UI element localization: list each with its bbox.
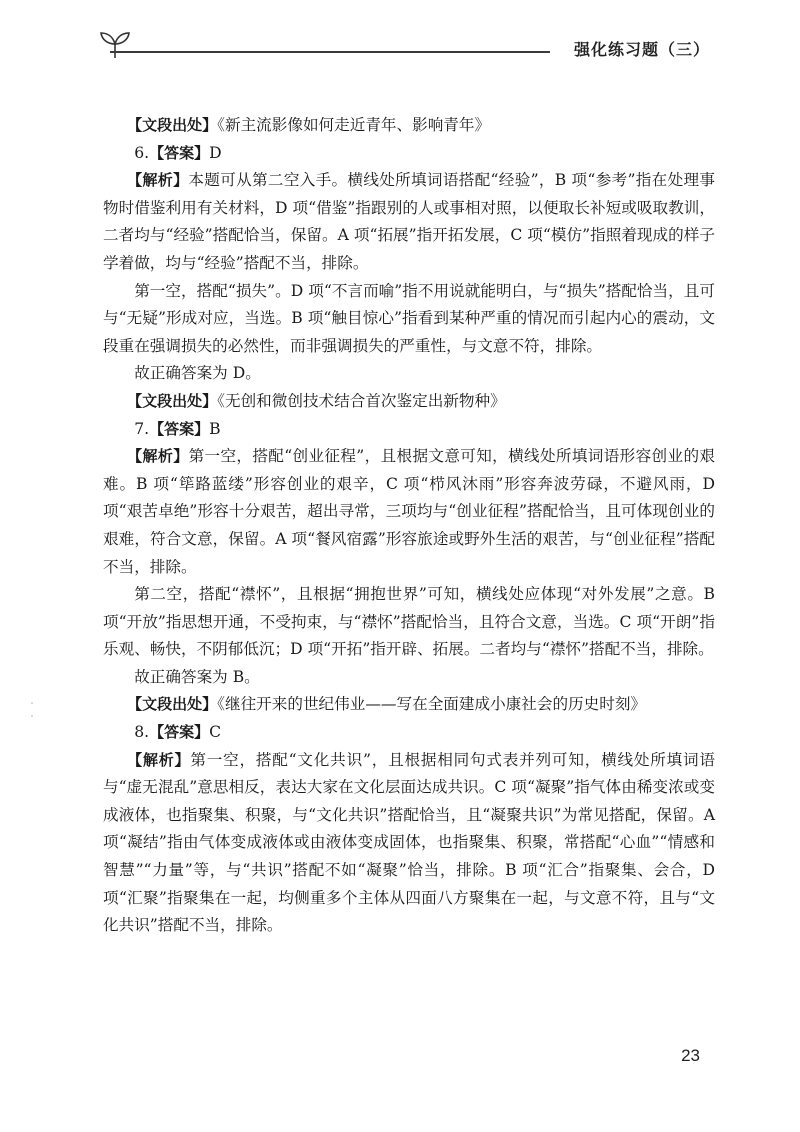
source-tag: 【文段出处】: [127, 116, 218, 134]
analysis-text: 第一空，搭配“创业征程”，且根据文意可知，横线处所填词语形容创业的艰难。B 项“筚路蓝缕”形容创业的艰辛，C 项“栉风沐雨”形容奔波劳碌，不避风雨，D 项“艰苦卓绝”形容十分艰苦，超出寻常，三项均与“创业征程”搭配恰当，且可体现创业的艰难，符合文意，保留。A 项“餐风宿露”形容旅途或野外生活的艰苦，与“创业征程”搭配不当，排除。: [103, 447, 715, 576]
answer-paragraph: [103, 719, 715, 747]
source-title: 《新主流影像如何走近青年、影响青年》: [217, 116, 491, 134]
conclusion-paragraph: 故正确答案为 D。: [134, 364, 261, 383]
analysis-text: 本题可从第二空入手。横线处所填词语搭配“经验”，B 项“参考”指在处理事物时借鉴利用有关材料，D 项“借鉴”指跟别的人或事相对照，以便取长补短或吸取教训，二者均与“经验”搭配恰当，保留。A 项“拓展”指开拓发展，C 项“模仿”指照着现成的样子学着做，均与“经验”搭配不当，排除。: [103, 171, 715, 272]
analysis-tag: 【解析】: [127, 750, 191, 769]
sprout-icon: [98, 28, 132, 62]
source-title: 《继往开来的世纪伟业——写在全面建成小康社会的历史时刻》: [217, 695, 647, 714]
analysis-tag: 【解析】: [127, 447, 189, 466]
source-paragraph: [103, 691, 715, 719]
source-tag: 【文段出处】: [127, 695, 218, 714]
question-number: 7.: [134, 419, 150, 438]
answer-value: B: [209, 419, 221, 438]
answer-tag: 【答案】: [149, 419, 210, 438]
analysis-paragraph: 第一空，搭配“损失”。D 项“不言而喻”指不用说就能明白，与“损失”搭配恰当，且可与“无疑”形成对应，当选。B 项“触目惊心”指看到某种严重的情况而引起内心的震动，文段重在强调损失的必然性，而非强调损失的严重性，与文意不符，排除。: [103, 281, 715, 355]
page-header: [98, 28, 710, 68]
question-number: 6.: [134, 143, 150, 162]
source-paragraph: [103, 112, 715, 140]
analysis-text: 第一空，搭配“文化共识”，且根据相同句式表并列可知，横线处所填词语与“虚无混乱”意思相反，表达大家在文化层面达成共识。C 项“凝聚”指气体由稀变浓或变成液体，也指聚集、积聚，与“文化共识”搭配恰当，且“凝聚共识”为常见搭配，保留。A 项“凝结”指由气体变成液体或由液体变成固体，也指聚集、积聚，常搭配“心血”“情感和智慧”“力量”等，与“共识”搭配不如“凝聚”恰当，排除。B 项“汇合”指聚集、会合，D 项“汇聚”指聚集在一起，均侧重多个主体从四面八方聚集在一起，与文意不符，且与“文化共识”搭配不当，排除。: [103, 750, 715, 935]
analysis-tag: 【解析】: [127, 171, 189, 190]
page-section-title: 强化练习题（三）: [573, 40, 710, 59]
analysis-paragraph: [103, 443, 715, 581]
question-number: 8.: [134, 723, 150, 742]
analysis-paragraph: [103, 167, 715, 277]
analysis-paragraph: [103, 747, 715, 940]
header-rule: [110, 51, 550, 53]
document-body: [103, 112, 715, 940]
conclusion-paragraph: 故正确答案为 B。: [134, 667, 260, 686]
source-paragraph: [103, 388, 715, 416]
answer-value: C: [209, 723, 222, 742]
answer-paragraph: [103, 140, 715, 168]
analysis-paragraph: 第二空，搭配“襟怀”，且根据“拥抱世界”可知，横线处应体现“对外发展”之意。B 项“开放”指思想开通，不受拘束，与“襟怀”搭配恰当，且符合文意，当选。C 项“开朗”指乐观、畅快，不阴郁低沉；D 项“开拓”指开辟、拓展。二者均与“襟怀”搭配不当，排除。: [103, 585, 715, 659]
page-number: 23: [681, 1046, 700, 1065]
answer-value: D: [209, 143, 222, 162]
margin-mark: [30, 700, 34, 720]
source-tag: 【文段出处】: [127, 391, 218, 410]
answer-tag: 【答案】: [149, 143, 210, 162]
answer-paragraph: [103, 416, 715, 444]
answer-tag: 【答案】: [149, 723, 210, 742]
source-title: 《无创和微创技术结合首次鉴定出新物种》: [217, 391, 506, 410]
